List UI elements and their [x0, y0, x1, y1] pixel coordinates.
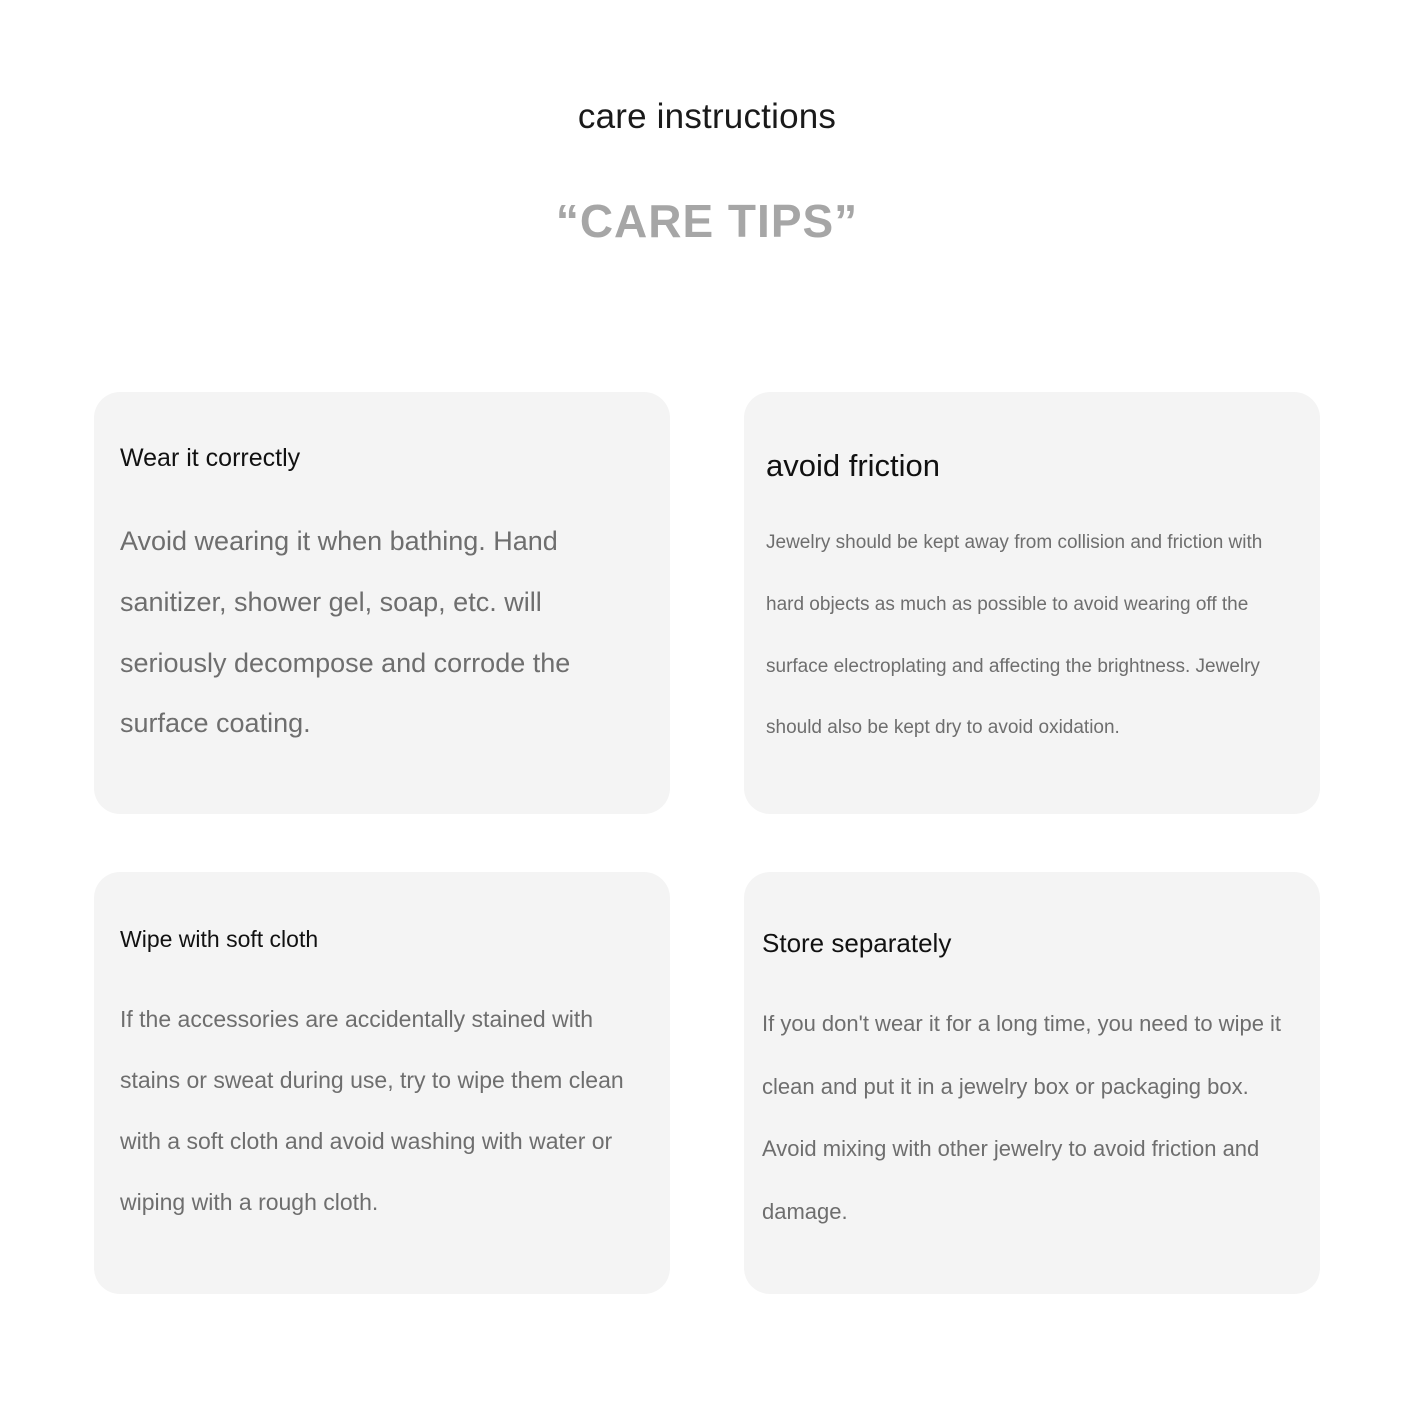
- care-tip-card-store-separately: [744, 872, 1320, 1294]
- card-body: If you don't wear it for a long time, you need to wipe it clean and put it in a jewelry box or packaging box. Avoid mixing with other jewelry to avoid friction and damage.: [762, 1011, 1282, 1225]
- page-subtitle: “CARE TIPS”: [555, 195, 859, 247]
- page-header: [0, 0, 1414, 247]
- card-title: avoid friction: [766, 448, 941, 483]
- card-content: [120, 926, 644, 1233]
- care-tip-card-avoid-friction: [744, 392, 1320, 814]
- card-title: Store separately: [762, 928, 952, 958]
- care-tip-card-wear-it-correctly: [94, 392, 670, 814]
- care-tip-card-wipe-with-soft-cloth: [94, 872, 670, 1294]
- page-title: care instructions: [577, 97, 837, 136]
- card-content: [766, 448, 1294, 759]
- care-tips-grid: [94, 392, 1320, 1294]
- card-body: Avoid wearing it when bathing. Hand sanitizer, shower gel, soap, etc. will seriously decompose and corrode the surface coating.: [120, 526, 571, 739]
- card-body: Jewelry should be kept away from collision and friction with hard objects as much as possible to avoid wearing off the surface electroplating and affecting the brightness. Jewelry should also be kept dry to avoid oxidation.: [766, 532, 1263, 739]
- card-content: [762, 928, 1294, 1244]
- card-title: Wear it correctly: [120, 444, 301, 472]
- card-content: [120, 444, 644, 754]
- card-body: If the accessories are accidentally stained with stains or sweat during use, try to wipe them clean with a soft cloth and avoid washing with water or wiping with a rough cloth.: [120, 1006, 624, 1215]
- card-title: Wipe with soft cloth: [120, 926, 319, 952]
